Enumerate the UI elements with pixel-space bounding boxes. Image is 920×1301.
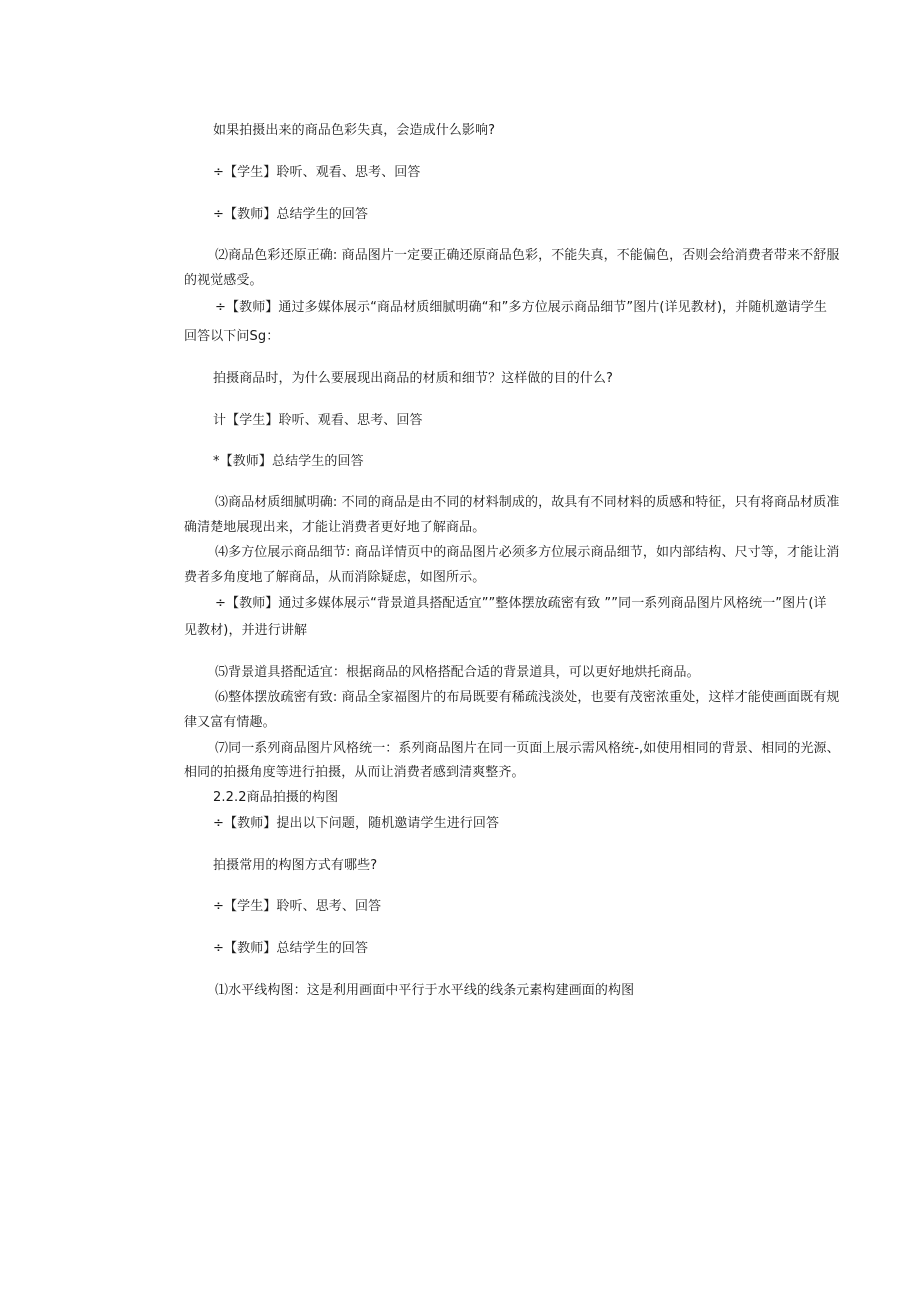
section-heading-composition: 2.2.2商品拍摄的构图 [213,790,339,805]
point-3-line-1: ⑶商品材质细腻明确: 不同的商品是由不同的材料制成的，故具有不同材料的质感和特征，只有将商品材质准 [215,495,840,510]
teacher-summary-1: ÷【教师】总结学生的回答 [213,207,369,222]
question-composition: 拍摄常用的构图方式有哪些? [213,858,378,873]
point-5: ⑸背景道具搭配适宜：根据商品的风格搭配合适的背景道具，可以更好地烘托商品。 [215,665,700,680]
question-material-detail: 拍摄商品时，为什么要展现出商品的材质和细节？这样做的目的什么? [213,371,614,386]
teacher-show-background-line-1: ÷【教师】通过多媒体展示“背景道具搭配适宜””整体摆放疏密有致 ””同一系列商品图片风格统一”图片(详 [215,596,827,611]
point-3-line-2: 确清楚地展现出来，才能让消费者更好地了解商品。 [184,520,486,535]
point-4-line-1: ⑷多方位展示商品细节: 商品详情页中的商品图片必须多方位展示商品细节，如内部结构、尺寸等，才能让消 [215,545,840,560]
point-7-line-1: ⑺同一系列商品图片风格统一：系列商品图片在同一页面上展示需风格统-,如使用相同的背景、相同的光源、 [215,741,840,756]
point-2-line-2: 的视觉感受。 [184,273,263,288]
teacher-show-material-line-1: ÷【教师】通过多媒体展示“商品材质细腻明确“和”多方位展示商品细节”图片(详见教材)，并随机邀请学生 [215,300,827,315]
teacher-ask-question: ÷【教师】提出以下问题，随机邀请学生进行回答 [213,816,500,831]
point-6-line-1: ⑹整体摆放疏密有致: 商品全家福图片的布局既要有稀疏浅淡处，也要有茂密浓重处，这样才能使画面既有规 [215,690,840,705]
teacher-summary-2: *【教师】总结学生的回答 [213,454,364,469]
teacher-show-background-line-2: 见教材)，并进行讲解 [184,623,308,638]
point-4-line-2: 费者多角度地了解商品，从而消除疑虑，如图所示。 [184,570,486,585]
point-6-line-2: 律又富有情趣。 [184,715,276,730]
student-response-2: 计【学生】聆听、观看、思考、回答 [213,413,423,428]
point-horizontal-composition: ⑴水平线构图：这是利用画面中平行于水平线的线条元素构建画面的构图 [215,983,635,998]
question-color-distortion: 如果拍摄出来的商品色彩失真，会造成什么影响? [213,123,496,138]
point-2-line-1: ⑵商品色彩还原正确: 商品图片一定要正确还原商品色彩，不能失真，不能偏色，否则会给消费者带来不舒服 [215,248,840,263]
teacher-show-material-line-2: 回答以下问Sg： [184,329,280,344]
student-response-3: ÷【学生】聆听、思考、回答 [213,899,382,914]
student-response-1: ÷【学生】聆听、观看、思考、回答 [213,165,421,180]
teacher-summary-3: ÷【教师】总结学生的回答 [213,941,369,956]
point-7-line-2: 相同的拍摄角度等进行拍摄，从而让消费者感到清爽整齐。 [184,765,525,780]
